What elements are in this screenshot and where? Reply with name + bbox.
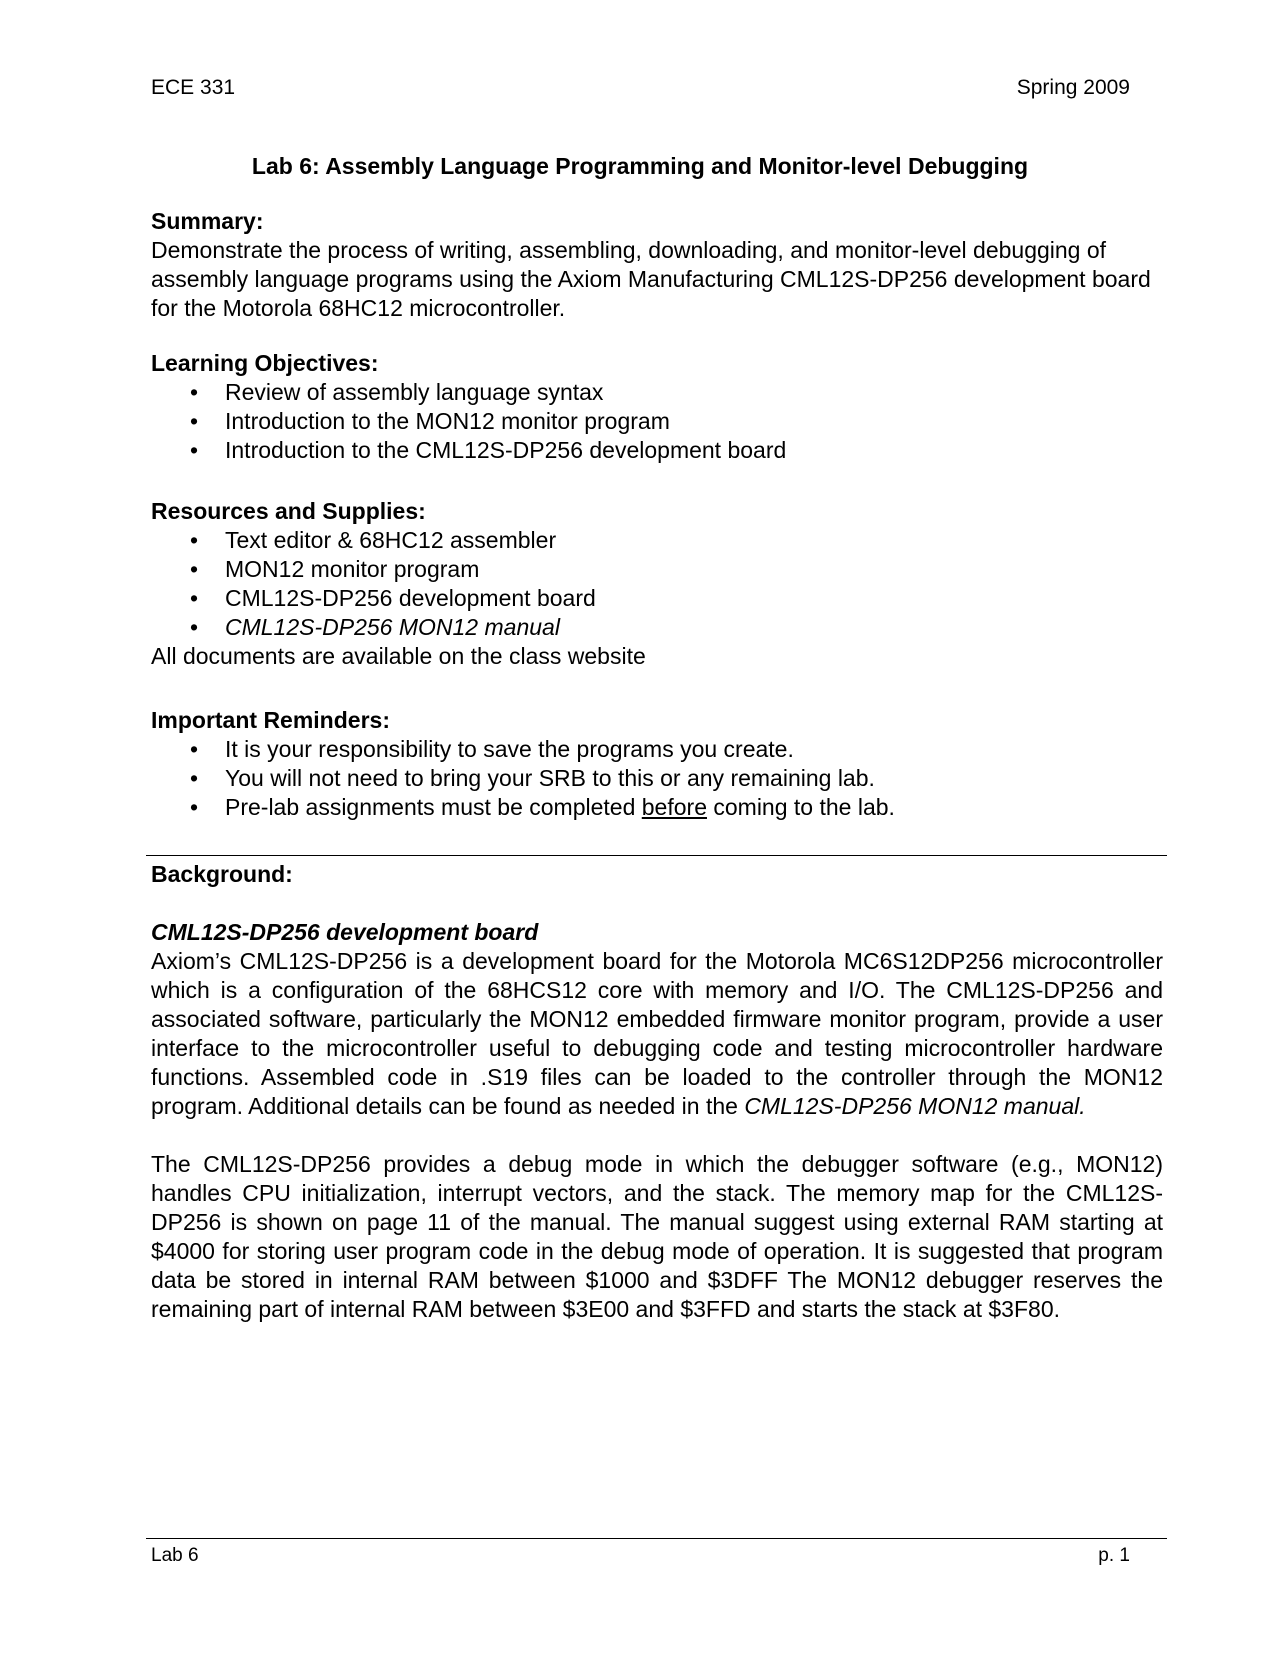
bullet-icon: • <box>190 794 199 820</box>
list-item <box>151 793 1163 822</box>
list-item <box>151 555 1163 584</box>
resource-text: CML12S-DP256 development board <box>225 585 596 611</box>
objectives-section <box>151 349 1163 465</box>
spacer <box>151 1121 1163 1150</box>
list-item <box>151 613 1163 642</box>
objective-text: Introduction to the MON12 monitor program <box>225 408 670 434</box>
bullet-icon: • <box>190 614 199 640</box>
bullet-icon: • <box>190 585 199 611</box>
summary-section <box>151 207 1163 323</box>
summary-heading: Summary: <box>151 208 264 234</box>
background-paragraph-2: The CML12S-DP256 provides a debug mode in which the debugger software (e.g., MON12) handles CPU initialization, interrupt vectors, and the stack. The memory map for the CML12S-DP256 is shown on page 11 of the manual. The manual suggest using external RAM starting at $4000 for storing user program code in the debug mode of operation. It is suggested that program data be stored in internal RAM between $1000 and $3DFF The MON12 debugger reserves the remaining part of internal RAM between $3E00 and $3FFD and starts the stack at $3F80. <box>151 1151 1163 1322</box>
reminder-emphasis: before <box>641 794 707 820</box>
objectives-heading: Learning Objectives: <box>151 350 379 376</box>
reminders-list <box>151 735 1163 822</box>
list-item <box>151 378 1163 407</box>
background-manual-title: CML12S-DP256 MON12 manual. <box>744 1093 1086 1119</box>
reminder-text: Pre-lab assignments must be completed <box>225 794 642 820</box>
bullet-icon: • <box>190 527 199 553</box>
resources-heading: Resources and Supplies: <box>151 498 426 524</box>
bullet-icon: • <box>190 379 199 405</box>
resources-list <box>151 526 1163 642</box>
bullet-icon: • <box>190 736 199 762</box>
list-item <box>151 764 1163 793</box>
bullet-icon: • <box>190 437 199 463</box>
footer-lab: Lab 6 <box>151 1545 199 1566</box>
background-section <box>151 860 1163 1324</box>
header-course: ECE 331 <box>151 76 236 99</box>
objective-text: Introduction to the CML12S-DP256 development board <box>225 437 787 463</box>
page-title: Lab 6: Assembly Language Programming and Monitor-level Debugging <box>251 153 1029 179</box>
reminders-heading: Important Reminders: <box>151 707 390 733</box>
resources-section <box>151 497 1163 671</box>
spacer <box>151 889 1163 918</box>
summary-text: Demonstrate the process of writing, assembling, downloading, and monitor-level debugging of assembly language programs using the Axiom Manufacturing CML12S-DP256 development board for the Motorola 68HC12 microcontroller. <box>151 237 1151 321</box>
resource-text: MON12 monitor program <box>225 556 480 582</box>
bullet-icon: • <box>190 765 199 791</box>
list-item <box>151 735 1163 764</box>
reminders-section <box>151 706 1163 822</box>
resource-manual-title: CML12S-DP256 MON12 manual <box>225 614 560 640</box>
list-item <box>151 436 1163 465</box>
footer-page-number: p. 1 <box>1098 1545 1130 1566</box>
background-paragraph-1 <box>151 947 1163 1121</box>
reminder-text: It is your responsibility to save the programs you create. <box>225 736 794 762</box>
objectives-list <box>151 378 1163 465</box>
footer-divider <box>146 1538 1167 1539</box>
list-item <box>151 584 1163 613</box>
reminder-text: You will not need to bring your SRB to this or any remaining lab. <box>225 765 875 791</box>
list-item <box>151 407 1163 436</box>
section-divider <box>146 855 1167 856</box>
background-heading: Background: <box>151 861 293 887</box>
background-paragraph-1-text: Axiom’s CML12S-DP256 is a development board for the Motorola MC6S12DP256 microcontroller which is a configuration of the 68HCS12 core with memory and I/O. The CML12S-DP256 and associated software, particularly the MON12 embedded firmware monitor program, provide a user interface to the microcontroller useful to debugging code and testing microcontroller hardware functions. Assembled code in .S19 files can be loaded to the controller through the MON12 program. Additional details can be found as needed in the <box>151 948 1163 1119</box>
resource-text: Text editor & 68HC12 assembler <box>225 527 557 553</box>
bullet-icon: • <box>190 408 199 434</box>
objective-text: Review of assembly language syntax <box>225 379 604 405</box>
list-item <box>151 526 1163 555</box>
background-subheading: CML12S-DP256 development board <box>151 919 539 945</box>
reminder-text-end: coming to the lab. <box>706 794 895 820</box>
header-term: Spring 2009 <box>1016 76 1130 99</box>
bullet-icon: • <box>190 556 199 582</box>
resources-note: All documents are available on the class website <box>151 643 646 669</box>
